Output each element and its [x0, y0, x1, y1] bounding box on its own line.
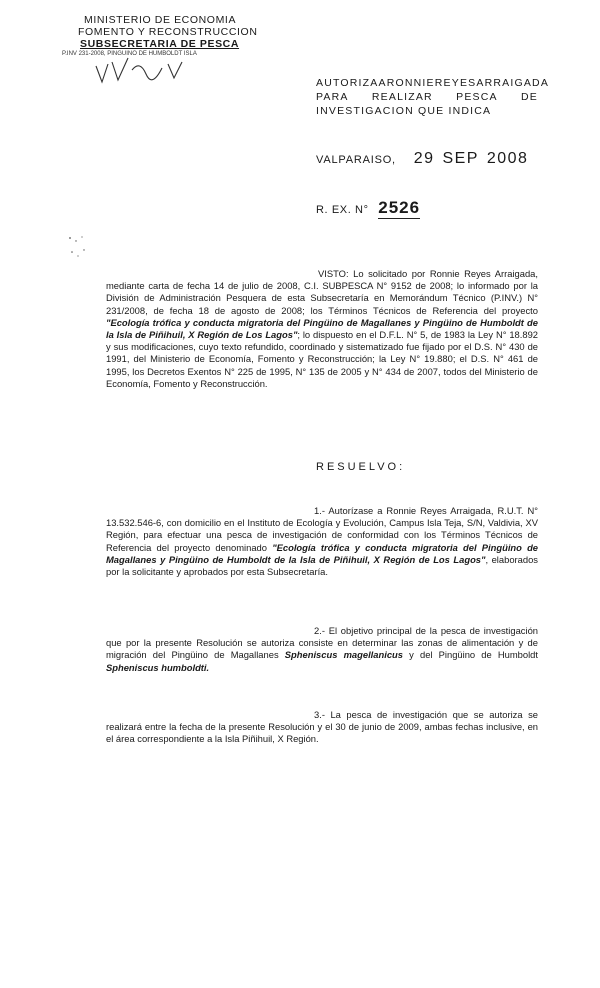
- item-1-paragraph: 1.- Autorízase a Ronnie Reyes Arraigada, R.U.T. N° 13.532.546-6, con domicilio en el Instituto de Ecología y Evolución, Campus Isla Teja, S/N, Valdivia, XV Región, para efectuar una pesca de investigación de conformidad con los Términos Técnicos de Referencia del proyecto denominado "Ecología trófica y conducta migratoria del Pingüino de Magallanes y Pingüino de Humboldt de la Isla de Piñihuil, X Región de Los Lagos", elaborados por la solicitante y aprobados por esta Subsecretaría.: [106, 505, 539, 578]
- date-year: 2008: [486, 150, 529, 167]
- date-month: SEP: [442, 150, 479, 167]
- visto-paragraph: VISTO: Lo solicitado por Ronnie Reyes Arraigada, mediante carta de fecha 14 de julio de 2008, C.I. SUBPESCA N° 9152 de 2008; lo informado por la División de Administración Pesquera de esta Subsecretaría en Memorándum Técnico (P.INV.) N° 231/2008, de fecha 18 de agosto de 2008; los Términos Técnicos de Referencia del proyecto "Ecología trófica y conducta migratoria del Pingüino de Magallanes y Pingüino de Humboldt de la Isla de Piñihuil, X Región de Los Lagos"; lo dispuesto en el D.F.L. N° 5, de 1983 la Ley N° 18.892 y sus modificaciones, cuyo texto refundido, coordinado y sistematizado fue fijado por el D.S. N° 430 de 1991, del Ministerio de Economía, Fomento y Reconstrucción; la Ley N° 19.880; el D.S. N° 461 de 1995, los Decretos Exentos N° 225 de 1995, N° 135 de 2005 y N° 434 de 2007, todos del Ministerio de Economía, Fomento y Reconstrucción.: [106, 268, 538, 389]
- subsecretaria-title: SUBSECRETARIA DE PESCA: [80, 38, 240, 50]
- subject-line-2: PARA REALIZAR PESCA DE: [316, 91, 538, 103]
- item-3-paragraph: 3.- La pesca de investigación que se autoriza se realizará entre la fecha de la presente Resolución y el 30 de junio de 2009, ambas fechas inclusive, en el área correspondiente a la Isla Piñihuil, X Región.: [106, 709, 538, 745]
- resolution-label: R. EX. N°: [316, 204, 369, 216]
- date-line: [316, 150, 528, 168]
- ministry-line-1: MINISTERIO DE ECONOMIA: [84, 14, 237, 26]
- item-2-paragraph: 2.- El objetivo principal de la pesca de investigación que por la presente Resolución se autoriza consiste en determinar las zonas de alimentación y de migración del Pingüino de Magallanes Spheniscus magellanicus y del Pingüino de Humboldt Spheniscus humboldti.: [106, 625, 539, 673]
- subject-block: [316, 76, 550, 118]
- resuelvo-heading: RESUELVO:: [316, 461, 406, 473]
- initials-signature: [88, 52, 208, 92]
- resolution-number-line: [316, 198, 420, 218]
- species-magellanicus: Spheniscus magellanicus: [284, 649, 403, 661]
- scan-marks: [64, 232, 104, 272]
- subject-line-1: AUTORIZA A RONNIE REYES ARRAIGADA: [316, 77, 550, 89]
- date-city: VALPARAISO,: [316, 154, 396, 166]
- ministry-line-2: FOMENTO Y RECONSTRUCCION: [78, 26, 258, 38]
- subject-line-3: INVESTIGACION QUE INDICA: [316, 105, 492, 117]
- reference-code: P.INV 231-2008, PINGUINO DE HUMBOLDT ISLA: [62, 51, 197, 57]
- item-1-project-title: "Ecología trófica y conducta migratoria del Pingüino de Magallanes y Pingüino de Humboldt de la Isla de Piñihuil, X Región de Los Lagos": [106, 541, 539, 565]
- species-humboldti: Spheniscus humboldti.: [106, 661, 210, 673]
- visto-project-title: "Ecología trófica y conducta migratoria del Pingüino de Magallanes y Pingüino de Humboldt de la Isla de Piñihuil, X Región de Los Lagos": [106, 316, 538, 341]
- resolution-number: 2526: [378, 198, 421, 217]
- date-day: 29: [413, 150, 435, 167]
